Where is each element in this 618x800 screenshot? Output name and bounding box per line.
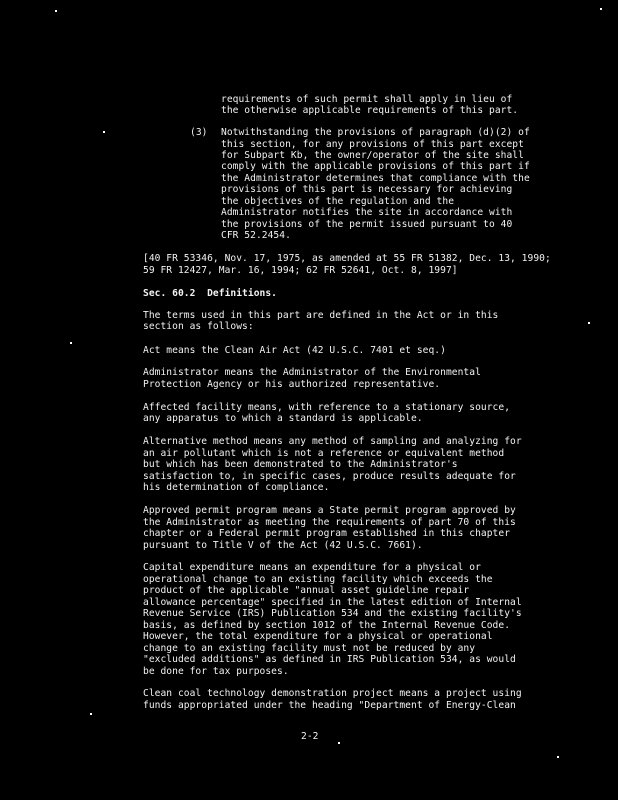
paragraph-line: be done for tax purposes.	[143, 666, 289, 677]
item3-line: comply with the applicable provisions of this part if	[221, 161, 530, 172]
paragraph-line: Clean coal technology demonstration project means a project using	[143, 688, 522, 699]
paragraph-line: satisfaction to, in specific cases, produce results adequate for	[143, 471, 516, 482]
paragraph-line: funds appropriated under the heading "Department of Energy-Clean	[143, 700, 516, 711]
paragraph-line: Administrator means the Administrator of the Environmental	[143, 367, 481, 378]
item-marker: (3)	[190, 127, 208, 138]
paragraph-line: The terms used in this part are defined in the Act or in this	[143, 310, 499, 321]
item3-line: the provisions of the permit issued pursuant to 40	[221, 219, 513, 230]
paragraph-line: operational change to an existing facility which exceeds the	[143, 574, 493, 585]
paragraph-line: section as follows:	[143, 321, 254, 332]
paragraph-line: basis, as defined by section 1012 of the Internal Revenue Code.	[143, 620, 511, 631]
item3-line: the objectives of the regulation and the	[221, 196, 455, 207]
item3-line: Notwithstanding the provisions of paragraph (d)(2) of	[221, 127, 530, 138]
page-number: 2-2	[301, 731, 319, 742]
paragraph-line: but which has been demonstrated to the Administrator's	[143, 459, 458, 470]
scan-speck	[103, 131, 105, 133]
paragraph-line: However, the total expenditure for a physical or operational	[143, 631, 493, 642]
paragraph-line: the Administrator as meeting the requirements of part 70 of this	[143, 517, 516, 528]
scan-speck	[600, 8, 602, 10]
paragraph-line: Protection Agency or his authorized representative.	[143, 379, 441, 390]
paragraph-line: Act means the Clean Air Act (42 U.S.C. 7401 et seq.)	[143, 345, 446, 356]
paragraph-line: an air pollutant which is not a reference or equivalent method	[143, 448, 505, 459]
item3-line: the Administrator determines that compliance with the	[221, 173, 530, 184]
item3-line: for Subpart Kb, the owner/operator of the site shall	[221, 150, 524, 161]
paragraph-line: Affected facility means, with reference to a stationary source,	[143, 402, 511, 413]
paragraph-line: change to an existing facility must not be reduced by any	[143, 643, 476, 654]
paragraph-line: chapter or a Federal permit program established in this chapter	[143, 528, 511, 539]
scan-speck	[90, 713, 92, 715]
item3-line: Administrator notifies the site in accordance with	[221, 207, 513, 218]
intro-line: the otherwise applicable requirements of this part.	[221, 105, 519, 116]
item3-line: provisions of this part is necessary for achieving	[221, 184, 513, 195]
paragraph-line: pursuant to Title V of the Act (42 U.S.C. 7661).	[143, 540, 423, 551]
paragraph-line: his determination of compliance.	[143, 482, 330, 493]
scan-speck	[70, 342, 72, 344]
paragraph-line: product of the applicable "annual asset guideline repair	[143, 585, 470, 596]
scan-speck	[588, 322, 590, 324]
paragraph-line: Approved permit program means a State permit program approved by	[143, 505, 516, 516]
paragraph-line: "excluded additions" as defined in IRS Publication 534, as would	[143, 654, 516, 665]
paragraph-line: Alternative method means any method of sampling and analyzing for	[143, 436, 522, 447]
scan-speck	[338, 742, 340, 744]
section-heading: Sec. 60.2 Definitions.	[143, 288, 277, 299]
item3-line: CFR 52.2454.	[221, 230, 291, 241]
scan-speck	[557, 756, 559, 758]
scan-speck	[55, 10, 57, 12]
paragraph-line: Revenue Service (IRS) Publication 534 and the existing facility's	[143, 608, 522, 619]
item3-line: this section, for any provisions of this part except	[221, 139, 524, 150]
intro-line: requirements of such permit shall apply in lieu of	[221, 94, 513, 105]
paragraph-line: allowance percentage" specified in the latest edition of Internal	[143, 597, 522, 608]
citation-line: [40 FR 53346, Nov. 17, 1975, as amended at 55 FR 51382, Dec. 13, 1990;	[143, 253, 551, 264]
paragraph-line: any apparatus to which a standard is applicable.	[143, 413, 423, 424]
citation-line: 59 FR 12427, Mar. 16, 1994; 62 FR 52641, Oct. 8, 1997]	[143, 265, 458, 276]
paragraph-line: Capital expenditure means an expenditure for a physical or	[143, 562, 481, 573]
